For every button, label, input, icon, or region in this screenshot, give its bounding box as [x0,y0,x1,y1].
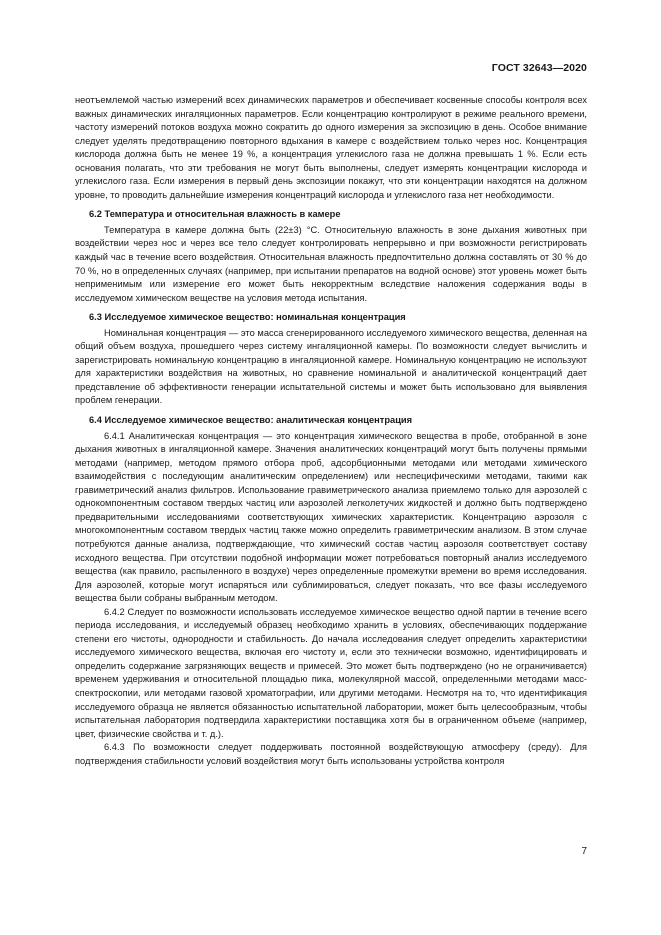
paragraph-continuation: неотъемлемой частью измерений всех динамических параметров и обеспечивает косвенные способы контроля всех важных динамических ингаляционных параметров. Если концентрацию контролируют в режиме реального времени, частоту измерений потоков воздуха можно сократить до одного измерения за экспозицию в день. Особое внимание следует уделять предотвращению повторного вдыхания в камере с воздействием только через нос. Концентрация кислорода должна быть не менее 19 %, а концентрация углекислого газа не должна превышать 1 %. Если есть основания полагать, что эти требования не могут быть выполнены, следует измерять концентрации кислорода и углекислого газа. Если измерения в первый день экспозиции покажут, что эти концентрации находятся на должном уровне, то проводить дальнейшие измерения концентраций кислорода и углекислого газа нет необходимости. [75,95,587,200]
section-heading-6-3: 6.3 Исследуемое химическое вещество: номинальная концентрация [89,312,406,323]
paragraph-6-4-1: 6.4.1 Аналитическая концентрация — это концентрация химического вещества в пробе, отобранной в зоне дыхания животных в ингаляционной камере. Значения аналитических концентраций могут быть получены прямыми методами (например, методом прямого отбора проб, адсорбционными методами или методами химического взаимодействия с последующим аналитическим определением) или неспецифическими методами, такими как гравиметрический анализ фильтров. Использование гравиметрического анализа приемлемо только для аэрозолей с однокомпонентным составом твердых частиц или аэрозолей легколетучих жидкостей и должно быть подтверждено предварительными исследованиями соответствующих химических характеристик. Концентрацию аэрозоля с многокомпонентным составом твердых частиц также можно определить гравиметрическим анализом. В этом случае потребуются данные анализа, подтверждающие, что химический состав частиц аэрозоля соответствует составу исходного вещества. При отсутствии подобной информации может потребоваться повторный анализ исследуемого вещества (как правило, распыленного в воздухе) через определенные промежутки времени во время исследования. Для аэрозолей, которые могут испаряться или сублимироваться, следует показать, что все фазы исследуемого вещества были собраны выбранным методом. [75,430,587,604]
section-heading-6-2: 6.2 Температура и относительная влажность в камере [89,209,341,220]
paragraph-6-3: Номинальная концентрация — это масса сгенерированного исследуемого химического вещества, деленная на общий объем воздуха, прошедшего через систему ингаляционной камеры. По возможности следует вычислить и зарегистрировать номинальную концентрацию в ингаляционной камере. Номинальную концентрацию не используют для характеристики воздействия на животных, но сравнение номинальной и аналитической концентраций дает представление об эффективности генерации испытательной системы и может быть использовано для выявления проблем генерации. [75,327,587,406]
paragraph-6-4-2: 6.4.2 Следует по возможности использовать исследуемое химическое вещество одной партии в течение всего периода исследования, и исследуемый образец необходимо хранить в условиях, обеспечивающих поддержание степени его чистоты, однородности и стабильность. До начала исследования следует определить характеристики исследуемого химического вещества, включая его чистоту и, если это технически возможно, идентифицировать и определить содержание загрязняющих веществ и примесей. Это может быть подтверждено (но не ограничивается) временем удерживания и относительной площадью пика, молекулярной массой, определенными методами масс-спектроскопии, или методами газовой хроматографии, или другими методами. Несмотря на то, что идентификация исследуемого образца не является обязанностью испытательной лаборатории, может быть целесообразным, чтобы испытательная лаборатория подтвердила характеристики поставщика хотя бы в ограниченном объеме (например, цвет, физические свойства и т. д.). [75,606,587,739]
document-code: ГОСТ 32643—2020 [491,62,587,74]
page-number: 7 [581,846,587,857]
section-heading-6-4: 6.4 Исследуемое химическое вещество: аналитическая концентрация [89,415,413,426]
document-body [75,94,587,768]
paragraph-6-2: Температура в камере должна быть (22±3) °С. Относительную влажность в зоне дыхания животных при воздействии через нос и через все тело следует контролировать непрерывно и при возможности регистрировать каждый час в течение всего воздействия. Относительная влажность предпочтительно должна составлять от 30 % до 70 %, но в определенных случаях (например, при испытании препаратов на водной основе) этот уровень может быть неприменимым или измерение его может быть некорректным вследствие наложения содержания воды в исследуемом химическом веществе на условия метода испытания. [75,224,587,303]
paragraph-6-4-3: 6.4.3 По возможности следует поддерживать постоянной воздействующую атмосферу (среду). Для подтверждения стабильности условий воздействия могут быть использованы устройства контроля [75,742,587,766]
